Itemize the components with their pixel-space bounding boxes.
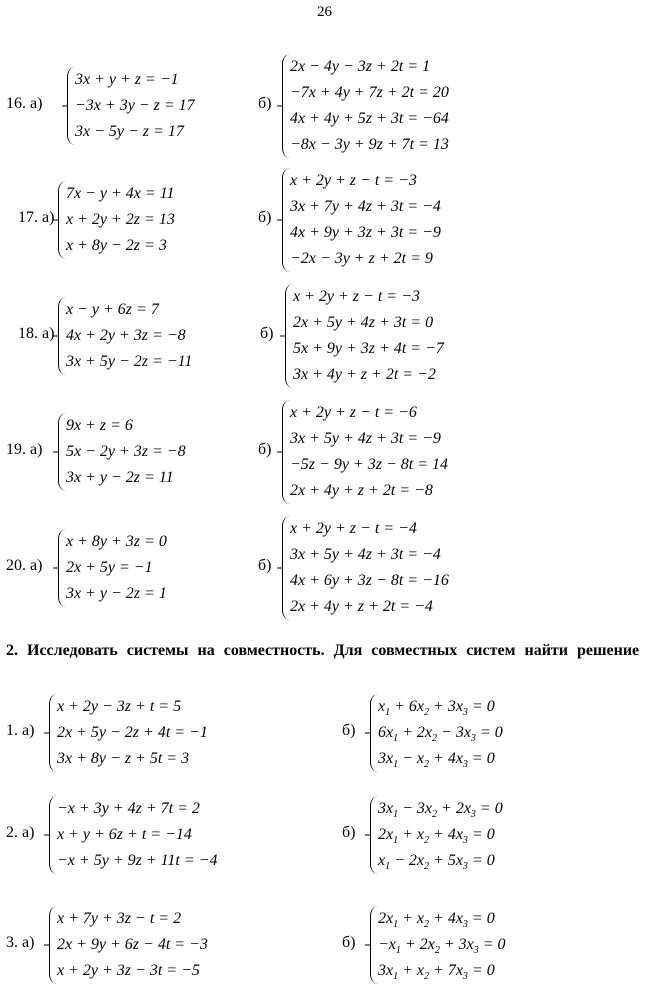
problem-number: 3. а) — [6, 934, 35, 951]
equation: 7x − y + 4x = 11 — [66, 185, 175, 202]
equation: 2x + 5y + 4z + 3t = 0 — [293, 314, 434, 331]
part-b-label: б) — [342, 824, 356, 841]
equation: 3x + 7y + 4z + 3t = −4 — [290, 198, 441, 215]
equation: −2x − 3y + z + 2t = 9 — [290, 250, 433, 267]
equation: $3x_1 - x_2 + 4x_3 = 0$ — [378, 750, 495, 771]
equation: x + 2y + 2z = 13 — [66, 211, 175, 228]
equation: 5x − 2y + 3z = −8 — [66, 443, 186, 460]
part-b-label: б) — [342, 934, 356, 951]
problem-number: 19. а) — [6, 441, 43, 458]
problem-number: 20. а) — [6, 557, 43, 574]
equation: −x + 3y + 4z + 7t = 2 — [57, 800, 200, 817]
equation: 2x + 5y = −1 — [66, 559, 153, 576]
equation: x + 8y + 3z = 0 — [66, 533, 167, 550]
equation: −3x + 3y − z = 17 — [75, 97, 195, 114]
equation: 2x + 4y + z + 2t = −4 — [290, 598, 433, 615]
equation: 2x + 5y − 2z + 4t = −1 — [57, 724, 208, 741]
equation: $x_1 + 6x_2 + 3x_3 = 0$ — [378, 698, 495, 719]
equation: $x_1 - 2x_2 + 5x_3 = 0$ — [378, 852, 495, 873]
equation: x − y + 6z = 7 — [66, 301, 159, 318]
part-b-label: б) — [258, 95, 272, 112]
equation: x + y + 6z + t = −14 — [57, 826, 192, 843]
equation: x + 2y + z − t = −4 — [290, 520, 417, 537]
equation: $2x_1 + x_2 + 4x_3 = 0$ — [378, 910, 495, 931]
part-b-label: б) — [260, 325, 274, 342]
equation: 2x − 4y − 3z + 2t = 1 — [290, 58, 431, 75]
equation: 3x + 5y + 4z + 3t = −4 — [290, 546, 441, 563]
equation: 3x + y + z = −1 — [75, 71, 179, 88]
equation: 3x + 5y − 2z = −11 — [66, 353, 193, 370]
equation: 2x + 4y + z + 2t = −8 — [290, 482, 433, 499]
equation: −8x − 3y + 9z + 7t = 13 — [290, 136, 449, 153]
equation: 3x + 8y − z + 5t = 3 — [57, 750, 190, 767]
equation: 2x + 9y + 6z − 4t = −3 — [57, 936, 208, 953]
equation: −x + 5y + 9z + 11t = −4 — [57, 852, 218, 869]
problem-number: 18. а) — [18, 325, 55, 342]
equation: 3x + y − 2z = 11 — [66, 469, 174, 486]
part-b-label: б) — [258, 441, 272, 458]
equation: 4x + 2y + 3z = −8 — [66, 327, 186, 344]
equation: 3x + 5y + 4z + 3t = −9 — [290, 430, 441, 447]
equation: 3x + 4y + z + 2t = −2 — [293, 366, 436, 383]
equation: x + 8y − 2z = 3 — [66, 237, 167, 254]
equation: x + 2y + 3z − 3t = −5 — [57, 962, 200, 979]
equation: $2x_1 + x_2 + 4x_3 = 0$ — [378, 826, 495, 847]
problem-number: 16. а) — [6, 95, 43, 112]
equation: −5z − 9y + 3z − 8t = 14 — [290, 456, 448, 473]
equation: x + 2y + z − t = −3 — [293, 288, 420, 305]
equation: −7x + 4y + 7z + 2t = 20 — [290, 84, 449, 101]
equation: 5x + 9y + 3z + 4t = −7 — [293, 340, 444, 357]
equation: 3x + y − 2z = 1 — [66, 585, 167, 602]
problem-number: 1. а) — [6, 722, 35, 739]
part-b-label: б) — [342, 722, 356, 739]
equation: $-x_1 + 2x_2 + 3x_3 = 0$ — [378, 936, 506, 957]
equation: 9x + z = 6 — [66, 417, 133, 434]
equation: x + 2y − 3z + t = 5 — [57, 698, 182, 715]
equation: 4x + 6y + 3z − 8t = −16 — [290, 572, 449, 589]
equation: $3x_1 - 3x_2 + 2x_3 = 0$ — [378, 800, 503, 821]
part-b-label: б) — [258, 557, 272, 574]
problem-number: 17. а) — [18, 209, 55, 226]
equation: 4x + 9y + 3z + 3t = −9 — [290, 224, 441, 241]
page-number: 26 — [317, 4, 332, 20]
problem-number: 2. а) — [6, 824, 35, 841]
equation: x + 7y + 3z − t = 2 — [57, 910, 182, 927]
equation: $6x_1 + 2x_2 - 3x_3 = 0$ — [378, 724, 503, 745]
equation: x + 2y + z − t = −3 — [290, 172, 417, 189]
section-heading: 2. Исследовать системы на совместность. Для совместных систем найти решение — [6, 642, 640, 659]
equation: 3x − 5y − z = 17 — [75, 123, 184, 140]
equation: $3x_1 + x_2 + 7x_3 = 0$ — [378, 962, 495, 983]
equation: 4x + 4y + 5z + 3t = −64 — [290, 110, 449, 127]
equation: x + 2y + z − t = −6 — [290, 404, 417, 421]
part-b-label: б) — [258, 209, 272, 226]
